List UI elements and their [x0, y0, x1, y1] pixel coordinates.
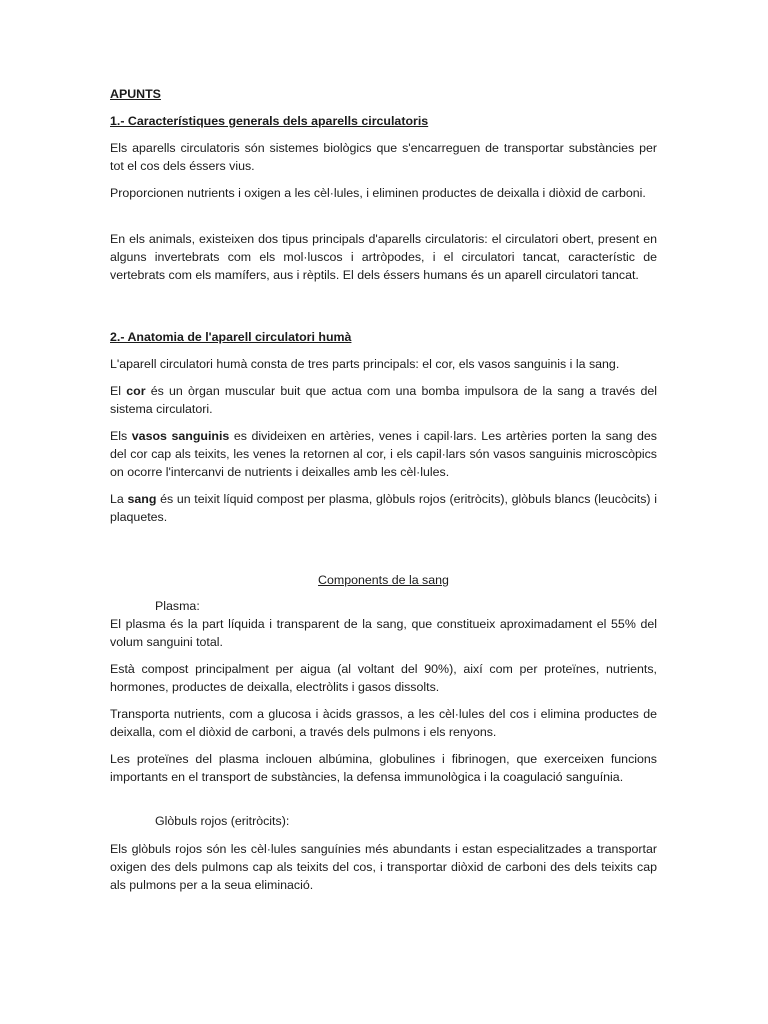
plasma-paragraph-4: Les proteïnes del plasma inclouen albúmina, globulines i fibrinogen, que exerceixen funcions importants en el transport de substàncies, la defensa immunològica i la coagulació sanguínia. — [110, 752, 657, 784]
blood-description: és un teixit líquid compost per plasma, glòbuls rojos (eritròcits), glòbuls blancs (leucòcits) i plaquetes. — [110, 492, 657, 524]
section-1-title: 1.- Característiques generals dels aparells circulatoris — [110, 114, 429, 128]
section-2-paragraph-4 — [110, 490, 657, 526]
plasma-paragraph-3: Transporta nutrients, com a glucosa i àcids grassos, a les cèl·lules del cos i elimina productes de deixalla, com el diòxid de carboni, a través dels pulmons i els renyons. — [110, 707, 657, 739]
section-2-title: 2.- Anatomia de l'aparell circulatori humà — [110, 330, 352, 344]
section-2-paragraph-2 — [110, 382, 657, 418]
vessels-intro: Els — [110, 429, 132, 443]
red-blood-cells-label: Glòbuls rojos (eritròcits): — [155, 814, 290, 828]
components-title: Components de la sang — [318, 573, 449, 587]
plasma-paragraph-1: El plasma és la part líquida i transparent de la sang, que constitueix aproximadament el 55% del volum sanguini total. — [110, 617, 657, 649]
section-1-paragraph-2: Proporcionen nutrients i oxigen a les cèl·lules, i eliminen productes de deixalla i diòxid de carboni. — [110, 186, 646, 200]
heart-intro: El — [110, 384, 127, 398]
plasma-paragraph-2: Està compost principalment per aigua (al voltant del 90%), així com per proteïnes, nutrients, hormones, productes de deixalla, electròlits i gasos dissolts. — [110, 662, 657, 694]
blood-intro: La — [110, 492, 128, 506]
section-1-paragraph-3: En els animals, existeixen dos tipus principals d'aparells circulatoris: el circulatori obert, present en alguns invertebrats com els mol·luscos i artròpodes, i el circulatori tancat, característic de vertebrats com els mamífers, aus i rèptils. El dels éssers humans és un aparell circulatori tancat. — [110, 232, 657, 282]
section-2-paragraph-1: L'aparell circulatori humà consta de tres parts principals: el cor, els vasos sanguinis i la sang. — [110, 357, 620, 371]
plasma-label: Plasma: — [155, 599, 200, 613]
section-1-paragraph-1: Els aparells circulatoris són sistemes biològics que s'encarreguen de transportar substàncies per tot el cos dels éssers vius. — [110, 141, 657, 173]
blood-term: sang — [127, 492, 157, 506]
heart-description: és un òrgan muscular buit que actua com una bomba impulsora de la sang a través del sistema circulatori. — [110, 384, 657, 416]
section-2-paragraph-3 — [110, 427, 657, 481]
heart-term: cor — [126, 384, 146, 398]
vessels-description: es divideixen en artèries, venes i capil·lars. Les artèries porten la sang des del cor cap als teixits, les venes la retornen al cor, i els capil·lars són vasos sanguinis microscòpics on ocorre l'intercanvi de nutrients i deixalles amb les cèl·lules. — [110, 429, 657, 479]
red-blood-cells-paragraph-1: Els glòbuls rojos són les cèl·lules sanguínies més abundants i estan especialitzades a transportar oxigen des dels pulmons cap als teixits del cos, i transportar diòxid de carboni des dels teixits cap als pulmons per a la seua eliminació. — [110, 842, 657, 892]
vessels-term: vasos sanguinis — [131, 429, 230, 443]
document-heading: APUNTS — [110, 87, 161, 101]
